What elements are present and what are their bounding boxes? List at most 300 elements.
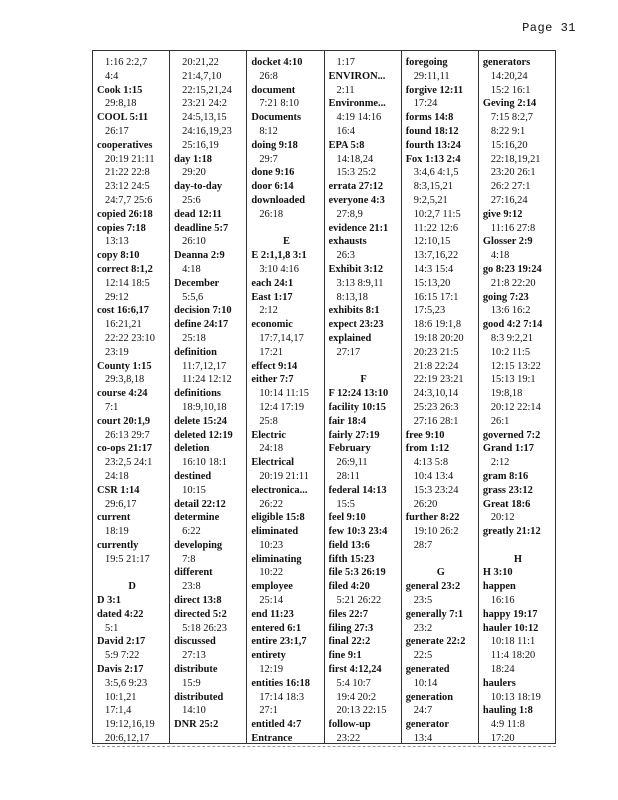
index-term: facility 10:15: [328, 401, 386, 413]
index-term: everyone 4:3: [328, 194, 385, 206]
index-reference: 17:7,14,17: [259, 332, 304, 344]
index-reference: 15:3 23:24: [413, 484, 459, 496]
spacer: [97, 566, 167, 580]
index-reference: 16:16: [490, 595, 515, 607]
index-reference: 26:10: [182, 236, 206, 248]
index-reference: 8:12: [259, 125, 278, 137]
index-reference: 21:8 22:24: [413, 360, 459, 372]
index-term: Great 18:6: [482, 498, 531, 510]
index-term: entities 16:18: [251, 677, 310, 689]
index-term: direct 13:8: [174, 595, 222, 607]
index-term: course 4:24: [97, 388, 148, 400]
index-column-2: [170, 51, 247, 743]
index-term: field 13:6: [328, 539, 370, 551]
index-reference: 10:15: [182, 484, 206, 496]
index-reference: 10:2,7 11:5: [413, 208, 461, 220]
index-column-5: [402, 51, 479, 743]
index-term: dated 4:22: [97, 608, 144, 620]
index-reference: 25:18: [182, 332, 206, 344]
index-reference: 15:2 16:1: [490, 84, 531, 96]
index-reference: 20:6,12,17: [105, 733, 150, 743]
section-letter: [329, 373, 399, 387]
section-letter-label: D: [101, 580, 163, 594]
index-reference: 24:18: [259, 443, 284, 455]
index-term: Entrance: [251, 733, 293, 743]
index-reference: 29:12: [105, 291, 129, 303]
index-column-6: [479, 51, 556, 743]
index-reference: 12:15 13:22: [490, 360, 541, 372]
index-reference: 23:22: [336, 733, 361, 743]
index-term: Davis 2:17: [97, 664, 144, 676]
index-reference: 25:8: [259, 415, 278, 427]
index-term: fair 18:4: [328, 415, 367, 427]
index-reference: 18:9,10,18: [182, 401, 227, 413]
index-term: final 22:2: [328, 636, 371, 648]
index-reference: 16:21,21: [105, 319, 142, 331]
index-term: foregoing: [405, 57, 448, 68]
index-reference: 8:13,18: [336, 291, 368, 303]
index-term: developing: [174, 539, 223, 551]
index-reference: 19:4 20:2: [336, 691, 377, 703]
index-term: follow-up: [328, 719, 371, 731]
index-term: deadline 5:7: [174, 222, 229, 234]
index-term: David 2:17: [97, 636, 146, 648]
index-term: entered 6:1: [251, 622, 302, 634]
index-term: good 4:2 7:14: [482, 319, 543, 331]
section-letter-label: E: [255, 235, 317, 249]
index-reference: 24:5,13,15: [182, 112, 227, 124]
index-reference: 10:22: [259, 567, 284, 579]
index-term: definition: [174, 346, 217, 358]
index-term: determine: [174, 512, 220, 524]
index-reference: 23:12 24:5: [105, 181, 150, 193]
section-letter: [406, 566, 476, 580]
index-reference: 16:15 17:1: [413, 291, 459, 303]
index-term: eliminated: [251, 526, 299, 538]
index-reference: 11:16 27:8: [490, 222, 536, 234]
index-term: greatly 21:12: [482, 526, 541, 538]
section-letter-label: G: [410, 566, 472, 580]
index-term: County 1:15: [97, 360, 152, 372]
index-term: governed 7:2: [482, 429, 541, 441]
index-column-3: [247, 51, 324, 743]
index-reference: 24:7,7 25:6: [105, 194, 153, 206]
index-reference: 22:18,19,21: [490, 153, 541, 165]
index-term: forgive 12:11: [405, 84, 464, 96]
index-reference: 26:22: [259, 498, 284, 510]
index-reference: 29:3,8,18: [105, 374, 145, 386]
index-reference: 23:20 26:1: [490, 167, 536, 179]
index-reference: 2:12: [490, 457, 510, 469]
index-reference: 20:12: [490, 512, 515, 524]
index-reference: 4:4: [105, 70, 119, 82]
index-reference: 4:18: [490, 250, 510, 262]
bottom-rule: [92, 746, 556, 747]
index-term: generator: [405, 719, 449, 731]
index-term: D 3:1: [97, 595, 121, 607]
index-term: Environme...: [328, 98, 386, 110]
index-term: DNR 25:2: [174, 719, 219, 731]
spacer: [483, 539, 553, 553]
index-term: electronica...: [251, 484, 308, 496]
index-reference: 6:22: [182, 526, 201, 538]
index-term: Deanna 2:9: [174, 250, 225, 262]
index-reference: 21:8 22:20: [490, 277, 536, 289]
index-reference: 4:18: [182, 263, 201, 275]
index-reference: 27:13: [182, 650, 206, 662]
page-number: Page 31: [522, 21, 576, 35]
index-term: correct 8:1,2: [97, 263, 153, 275]
index-reference: 15:16,20: [490, 139, 528, 151]
index-term: end 11:23: [251, 608, 294, 620]
index-reference: 9:2,5,21: [413, 194, 448, 206]
index-reference: 16:4: [336, 125, 355, 137]
index-reference: 29:11,11: [413, 70, 450, 82]
index-reference: 23:2: [413, 622, 433, 634]
index-reference: 19:12,16,19: [105, 719, 155, 731]
index-term: EPA 5:8: [328, 139, 365, 151]
index-reference: 12:4 17:19: [259, 401, 305, 413]
index-reference: 17:1,4: [105, 705, 132, 717]
spacer: [406, 553, 476, 567]
index-reference: 17:5,23: [413, 305, 446, 317]
index-term: fairly 27:19: [328, 429, 380, 441]
index-reference: 12:14 18:5: [105, 277, 150, 289]
index-reference: 26:1: [490, 415, 510, 427]
index-term: entirety: [251, 650, 286, 662]
index-reference: 14:3 15:4: [413, 263, 454, 275]
index-reference: 29:8,18: [105, 98, 137, 110]
index-reference: 2:11: [336, 84, 355, 96]
index-term: each 24:1: [251, 277, 294, 289]
index-reference: 17:20: [490, 733, 515, 743]
index-reference: 19:8,18: [490, 388, 523, 400]
index-reference: 3:5,6 9:23: [105, 677, 148, 689]
index-reference: 23:19: [105, 346, 129, 358]
index-term: generators: [482, 57, 531, 68]
index-reference: 5:9 7:22: [105, 650, 140, 662]
index-reference: 21:22 22:8: [105, 167, 150, 179]
index-reference: 8:22 9:1: [490, 125, 526, 137]
index-reference: 10:1,21: [105, 691, 137, 703]
index-reference: 27:16 28:1: [413, 415, 459, 427]
index-term: economic: [251, 319, 293, 331]
index-reference: 1:16 2:2,7: [105, 57, 148, 68]
index-reference: 25:23 26:3: [413, 401, 459, 413]
index-term: explained: [328, 332, 372, 344]
index-term: CSR 1:14: [97, 484, 140, 496]
index-term: file 5:3 26:19: [328, 567, 386, 579]
index-reference: 11:4 18:20: [490, 650, 536, 662]
index-term: December: [174, 277, 220, 289]
index-reference: 23:8: [182, 581, 201, 593]
index-term: evidence 21:1: [328, 222, 389, 234]
index-reference: 18:6 19:1,8: [413, 319, 462, 331]
index-reference: 3:4,6 4:1,5: [413, 167, 459, 179]
index-term: Electrical: [251, 457, 295, 469]
index-reference: 10:4 13:4: [413, 470, 454, 482]
index-reference: 19:10 26:2: [413, 526, 459, 538]
index-reference: 29:7: [259, 153, 278, 165]
section-letter: [483, 553, 553, 567]
index-term: fine 9:1: [328, 650, 362, 662]
index-reference: 7:15 8:2,7: [490, 112, 534, 124]
index-reference: 10:23: [259, 539, 284, 551]
index-term: decision 7:10: [174, 305, 232, 317]
index-term: gram 8:16: [482, 470, 529, 482]
index-term: fifth 15:23: [328, 553, 375, 565]
index-reference: 5:21 26:22: [336, 595, 382, 607]
index-term: copies 7:18: [97, 222, 146, 234]
index-reference: 27:1: [259, 705, 278, 717]
index-term: ENVIRON...: [328, 70, 386, 82]
index-reference: 13:13: [105, 236, 129, 248]
index-term: Glosser 2:9: [482, 236, 533, 248]
index-term: entire 23:1,7: [251, 636, 307, 648]
index-reference: 10:14 11:15: [259, 388, 309, 400]
index-term: downloaded: [251, 194, 306, 206]
index-term: filing 27:3: [328, 622, 374, 634]
index-term: discussed: [174, 636, 216, 648]
index-reference: 7:1: [105, 401, 119, 413]
index-term: delete 15:24: [174, 415, 227, 427]
index-reference: 22:22 23:10: [105, 332, 155, 344]
index-term: distribute: [174, 664, 218, 676]
index-reference: 20:19 21:11: [259, 470, 309, 482]
index-reference: 15:9: [182, 677, 201, 689]
index-reference: 5:4 10:7: [336, 677, 371, 689]
section-letter-label: H: [487, 553, 549, 567]
index-term: files 22:7: [328, 608, 369, 620]
index-term: general 23:2: [405, 581, 461, 593]
index-reference: 23:2,5 24:1: [105, 457, 153, 469]
index-reference: 12:10,15: [413, 236, 451, 248]
index-reference: 15:3 25:2: [336, 167, 377, 179]
index-reference: 20:13 22:15: [336, 705, 387, 717]
index-reference: 26:18: [259, 208, 284, 220]
index-reference: 18:19: [105, 526, 129, 538]
index-reference: 23:5: [413, 595, 433, 607]
index-reference: 29:20: [182, 167, 206, 179]
index-term: court 20:1,9: [97, 415, 151, 427]
index-term: docket 4:10: [251, 57, 303, 68]
index-term: currently: [97, 539, 139, 551]
index-term: different: [174, 567, 213, 579]
index-column-4: [325, 51, 402, 743]
index-reference: 14:20,24: [490, 70, 528, 82]
index-term: Grand 1:17: [482, 443, 534, 455]
index-term: deleted 12:19: [174, 429, 233, 441]
index-term: feel 9:10: [328, 512, 366, 524]
index-reference: 18:24: [490, 664, 515, 676]
index-reference: 29:6,17: [105, 498, 137, 510]
spacer: [251, 222, 321, 236]
index-term: hauling 1:8: [482, 705, 533, 717]
index-reference: 26:8: [259, 70, 278, 82]
index-reference: 10:14: [413, 677, 438, 689]
index-term: forms 14:8: [405, 112, 454, 124]
index-reference: 26:17: [105, 125, 129, 137]
index-reference: 10:18 11:1: [490, 636, 536, 648]
index-term: fourth 13:24: [405, 139, 461, 151]
section-letter-label: F: [333, 373, 395, 387]
index-term: copied 26:18: [97, 208, 153, 220]
index-term: deletion: [174, 443, 210, 455]
index-reference: 15:5: [336, 498, 355, 510]
index-term: cooperatives: [97, 139, 153, 151]
index-term: H 3:10: [482, 567, 513, 579]
index-reference: 13:6 16:2: [490, 305, 531, 317]
index-reference: 1:17: [336, 57, 355, 68]
index-reference: 5:1: [105, 622, 119, 634]
index-reference: 7:8: [182, 553, 196, 565]
index-reference: 24:7: [413, 705, 433, 717]
index-term: February: [328, 443, 371, 455]
index-reference: 25:6: [182, 194, 201, 206]
index-reference: 26:2 27:1: [490, 181, 531, 193]
index-term: define 24:17: [174, 319, 229, 331]
index-term: done 9:16: [251, 167, 295, 179]
index-term: exhibits 8:1: [328, 305, 380, 317]
index-reference: 15:13,20: [413, 277, 451, 289]
index-term: day 1:18: [174, 153, 212, 165]
index-reference: 21:4,7,10: [182, 70, 222, 82]
index-reference: 11:22 12:6: [413, 222, 459, 234]
index-reference: 4:9 11:8: [490, 719, 525, 731]
index-term: further 8:22: [405, 512, 460, 524]
index-term: expect 23:23: [328, 319, 384, 331]
index-term: found 18:12: [405, 125, 459, 137]
index-term: door 6:14: [251, 181, 294, 193]
index-term: generally 7:1: [405, 608, 464, 620]
index-reference: 22:5: [413, 650, 433, 662]
index-term: few 10:3 23:4: [328, 526, 388, 538]
index-reference: 22:15,21,24: [182, 84, 232, 96]
index-reference: 13:7,16,22: [413, 250, 459, 262]
index-reference: 25:14: [259, 595, 284, 607]
index-reference: 27:8,9: [336, 208, 363, 220]
index-reference: 10:13 18:19: [490, 691, 541, 703]
index-reference: 13:4: [413, 733, 433, 743]
index-reference: 27:16,24: [490, 194, 528, 206]
index-reference: 24:3,10,14: [413, 388, 459, 400]
index-term: generation: [405, 691, 454, 703]
index-reference: 11:7,12,17: [182, 360, 227, 372]
index-reference: 11:24 12:12: [182, 374, 232, 386]
index-term: Fox 1:13 2:4: [405, 153, 461, 165]
index-term: F 12:24 13:10: [328, 388, 389, 400]
index-term: haulers: [482, 677, 516, 689]
index-term: directed 5:2: [174, 608, 227, 620]
index-term: copy 8:10: [97, 250, 140, 262]
index-term: East 1:17: [251, 291, 293, 303]
index-term: eliminating: [251, 553, 302, 565]
index-term: going 7:23: [482, 291, 529, 303]
index-reference: 7:21 8:10: [259, 98, 299, 110]
index-reference: 25:16,19: [182, 139, 219, 151]
index-term: go 8:23 19:24: [482, 263, 542, 275]
index-term: dead 12:11: [174, 208, 222, 220]
word-index-table: [92, 50, 556, 744]
index-reference: 26:13 29:7: [105, 429, 150, 441]
index-term: destined: [174, 470, 212, 482]
index-reference: 20:12 22:14: [490, 401, 541, 413]
index-term: doing 9:18: [251, 139, 298, 151]
section-letter: [251, 235, 321, 249]
index-reference: 3:10 4:16: [259, 263, 299, 275]
index-term: detail 22:12: [174, 498, 226, 510]
index-reference: 24:16,19,23: [182, 125, 232, 137]
index-reference: 26:20: [413, 498, 438, 510]
section-letter: [97, 580, 167, 594]
index-reference: 10:2 11:5: [490, 346, 531, 358]
index-reference: 28:11: [336, 470, 360, 482]
index-term: COOL 5:11: [97, 112, 149, 124]
index-reference: 12:19: [259, 664, 284, 676]
index-term: generated: [405, 664, 450, 676]
index-reference: 5:18 26:23: [182, 622, 227, 634]
index-reference: 8:3 9:2,21: [490, 332, 534, 344]
index-term: Exhibit 3:12: [328, 263, 384, 275]
index-reference: 17:14 18:3: [259, 691, 305, 703]
index-term: distributed: [174, 691, 224, 703]
index-term: Electric: [251, 429, 286, 441]
index-term: Cook 1:15: [97, 84, 143, 96]
index-reference: 3:13 8:9,11: [336, 277, 384, 289]
index-reference: 27:17: [336, 346, 361, 358]
index-term: day-to-day: [174, 181, 223, 193]
index-reference: 20:21,22: [182, 57, 219, 68]
index-term: effect 9:14: [251, 360, 298, 372]
index-term: Documents: [251, 112, 301, 124]
index-term: first 4:12,24: [328, 664, 382, 676]
index-reference: 2:12: [259, 305, 278, 317]
index-term: definitions: [174, 388, 221, 400]
index-term: Geving 2:14: [482, 98, 537, 110]
index-reference: 8:3,15,21: [413, 181, 453, 193]
index-term: happen: [482, 581, 516, 593]
index-reference: 28:7: [413, 539, 433, 551]
index-reference: 26:3: [336, 250, 355, 262]
index-reference: 26:9,11: [336, 457, 368, 469]
index-term: entitled 4:7: [251, 719, 302, 731]
index-term: hauler 10:12: [482, 622, 539, 634]
index-reference: 20:19 21:11: [105, 153, 155, 165]
index-term: federal 14:13: [328, 484, 387, 496]
index-term: cost 16:6,17: [97, 305, 149, 317]
index-term: document: [251, 84, 296, 96]
index-term: eligible 15:8: [251, 512, 305, 524]
index-term: errata 27:12: [328, 181, 384, 193]
index-reference: 17:24: [413, 98, 438, 110]
index-reference: 17:21: [259, 346, 284, 358]
index-term: filed 4:20: [328, 581, 370, 593]
index-term: exhausts: [328, 236, 367, 248]
index-reference: 14:10: [182, 705, 206, 717]
index-reference: 15:13 19:1: [490, 374, 536, 386]
index-reference: 4:13 5:8: [413, 457, 449, 469]
index-term: give 9:12: [482, 208, 523, 220]
index-column-1: [92, 51, 170, 743]
index-term: current: [97, 512, 131, 524]
index-term: grass 23:12: [482, 484, 533, 496]
index-reference: 19:18 20:20: [413, 332, 464, 344]
index-term: either 7:7: [251, 374, 294, 386]
index-reference: 22:19 23:21: [413, 374, 464, 386]
index-term: generate 22:2: [405, 636, 466, 648]
spacer: [329, 360, 399, 374]
index-term: E 2:1,1,8 3:1: [251, 250, 307, 262]
